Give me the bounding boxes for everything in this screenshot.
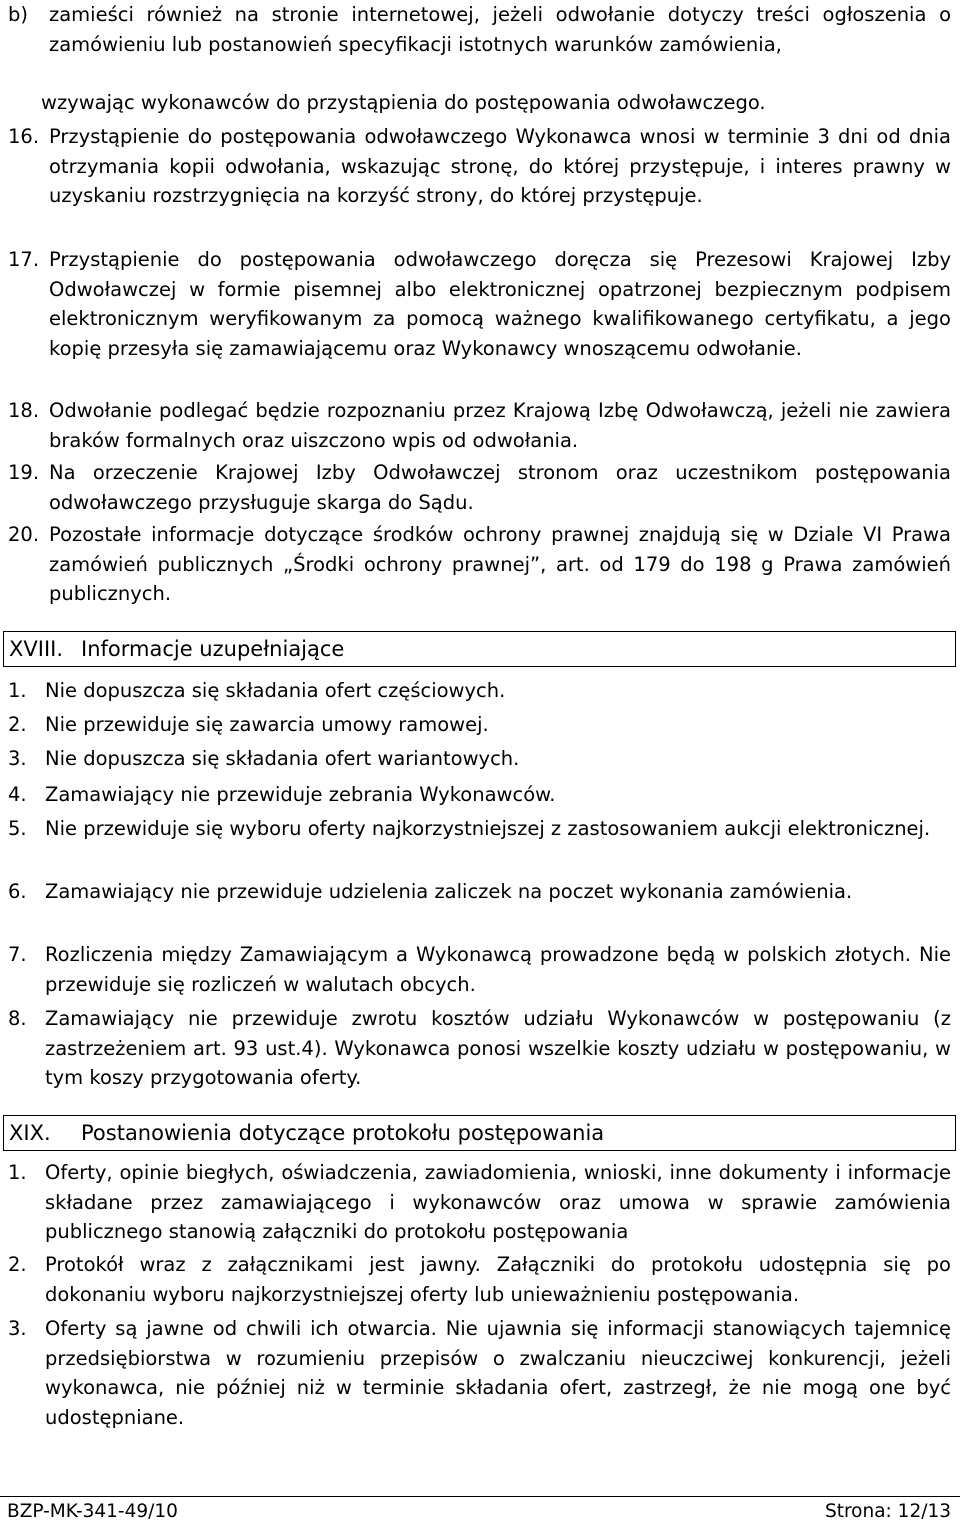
item-text: Zamawiający nie przewiduje udzielenia zaliczek na poczet wykonania zamówienia. bbox=[45, 880, 853, 903]
item-text: Nie przewiduje się wyboru oferty najkorzystniejszej z zastosowaniem aukcji elektronicznej. bbox=[45, 817, 931, 840]
item-text: Protokół wraz z załącznikami jest jawny. Załączniki do protokołu udostępnia się po dokonaniu wyboru najkorzystniejszej oferty lub unieważnieniu postępowania. bbox=[45, 1253, 951, 1306]
list-item-b bbox=[8, 0, 951, 59]
item-text: Zamawiający nie przewiduje zebrania Wykonawców. bbox=[45, 783, 556, 806]
section-number: XIX. bbox=[9, 1121, 51, 1145]
list-item-17 bbox=[8, 245, 951, 363]
item-number: 8. bbox=[8, 1007, 27, 1030]
section-header-xix bbox=[3, 1115, 956, 1151]
list-item bbox=[8, 710, 951, 740]
section-title: Informacje uzupełniające bbox=[81, 637, 345, 661]
item-number: 7. bbox=[8, 943, 27, 966]
item-number: b) bbox=[8, 3, 28, 26]
list-item-16 bbox=[8, 122, 951, 211]
page-number: Strona: 12/13 bbox=[824, 1501, 951, 1522]
section-title: Postanowienia dotyczące protokołu postępowania bbox=[81, 1121, 605, 1145]
item-number: 1. bbox=[8, 1161, 27, 1184]
list-item bbox=[8, 744, 951, 774]
item-text: Oferty, opinie biegłych, oświadczenia, zawiadomienia, wnioski, inne dokumenty i informacje składane przez zamawiającego i wykonawców oraz umowa w sprawie zamówienia publicznego stanowią załączniki do protokołu postępowania bbox=[45, 1161, 951, 1243]
list-item bbox=[8, 1158, 951, 1247]
item-number: 20. bbox=[8, 523, 40, 546]
item-number: 6. bbox=[8, 880, 27, 903]
section-header-xviii bbox=[3, 631, 956, 667]
item-number: 3. bbox=[8, 1317, 27, 1340]
item-number: 17. bbox=[8, 248, 40, 271]
list-item bbox=[8, 1004, 951, 1093]
page-footer bbox=[0, 1496, 960, 1522]
item-text: Na orzeczenie Krajowej Izby Odwoławczej stronom oraz uczestnikom postępowania odwoławczego przysługuje skarga do Sądu. bbox=[49, 461, 951, 514]
item-text: Nie przewiduje się zawarcia umowy ramowej. bbox=[45, 713, 489, 736]
list-item bbox=[8, 780, 951, 810]
list-item bbox=[8, 814, 951, 844]
item-number: 5. bbox=[8, 817, 27, 840]
item-number: 19. bbox=[8, 461, 40, 484]
item-number: 1. bbox=[8, 679, 27, 702]
item-text: zamieści również na stronie internetowej, jeżeli odwołanie dotyczy treści ogłoszenia o zamówieniu lub postanowień specyfikacji istotnych warunków zamówienia, bbox=[49, 3, 951, 56]
item-number: 16. bbox=[8, 125, 40, 148]
list-item-19 bbox=[8, 458, 951, 517]
item-number: 2. bbox=[8, 713, 27, 736]
list-item bbox=[8, 940, 951, 999]
list-item bbox=[8, 877, 951, 907]
section-number: XVIII. bbox=[9, 637, 64, 661]
document-reference: BZP-MK-341-49/10 bbox=[7, 1501, 178, 1522]
item-number: 18. bbox=[8, 399, 40, 422]
item-text: Oferty są jawne od chwili ich otwarcia. Nie ujawnia się informacji stanowiących tajemnicę przedsiębiorstwa w rozumieniu przepisów o zwalczaniu nieuczciwej konkurencji, jeżeli wykonawca, nie później niż w terminie składania ofert, zastrzegł, że nie mogą one być udostępniane. bbox=[45, 1317, 951, 1429]
item-text: Przystąpienie do postępowania odwoławczego Wykonawca wnosi w terminie 3 dni od dnia otrzymania kopii odwołania, wskazując stronę, do której przystępuje, i interes prawny w uzyskaniu rozstrzygnięcia na korzyść strony, do której przystępuje. bbox=[49, 125, 951, 207]
continuation-line: wzywając wykonawców do przystąpienia do postępowania odwoławczego. bbox=[41, 91, 766, 114]
list-item bbox=[8, 676, 951, 706]
item-text: Pozostałe informacje dotyczące środków ochrony prawnej znajdują się w Dziale VI Prawa zamówień publicznych „Środki ochrony prawnej”, art. od 179 do 198 g Prawa zamówień publicznych. bbox=[49, 523, 951, 605]
list-item-20 bbox=[8, 520, 951, 609]
item-text: Nie dopuszcza się składania ofert wariantowych. bbox=[45, 747, 520, 770]
list-item-18 bbox=[8, 396, 951, 455]
item-text: Przystąpienie do postępowania odwoławczego doręcza się Prezesowi Krajowej Izby Odwoławczej w formie pisemnej albo elektronicznej opatrzonej bezpiecznym podpisem elektronicznym weryfikowanym za pomocą ważnego kwalifikowanego certyfikatu, a jego kopię przesyła się zamawiającemu oraz Wykonawcy wnoszącemu odwołanie. bbox=[49, 248, 951, 360]
item-text: Nie dopuszcza się składania ofert częściowych. bbox=[45, 679, 506, 702]
list-item bbox=[8, 1314, 951, 1432]
item-text: Odwołanie podlegać będzie rozpoznaniu przez Krajową Izbę Odwoławczą, jeżeli nie zawiera braków formalnych oraz uiszczono wpis od odwołania. bbox=[49, 399, 951, 452]
item-text: Zamawiający nie przewiduje zwrotu kosztów udziału Wykonawców w postępowaniu (z zastrzeżeniem art. 93 ust.4). Wykonawca ponosi wszelkie koszty udziału w postępowaniu, w tym koszy przygotowania oferty. bbox=[45, 1007, 951, 1089]
list-item bbox=[8, 1250, 951, 1309]
item-number: 3. bbox=[8, 747, 27, 770]
item-number: 4. bbox=[8, 783, 27, 806]
item-text: Rozliczenia między Zamawiającym a Wykonawcą prowadzone będą w polskich złotych. Nie przewiduje się rozliczeń w walutach obcych. bbox=[45, 943, 951, 996]
item-number: 2. bbox=[8, 1253, 27, 1276]
